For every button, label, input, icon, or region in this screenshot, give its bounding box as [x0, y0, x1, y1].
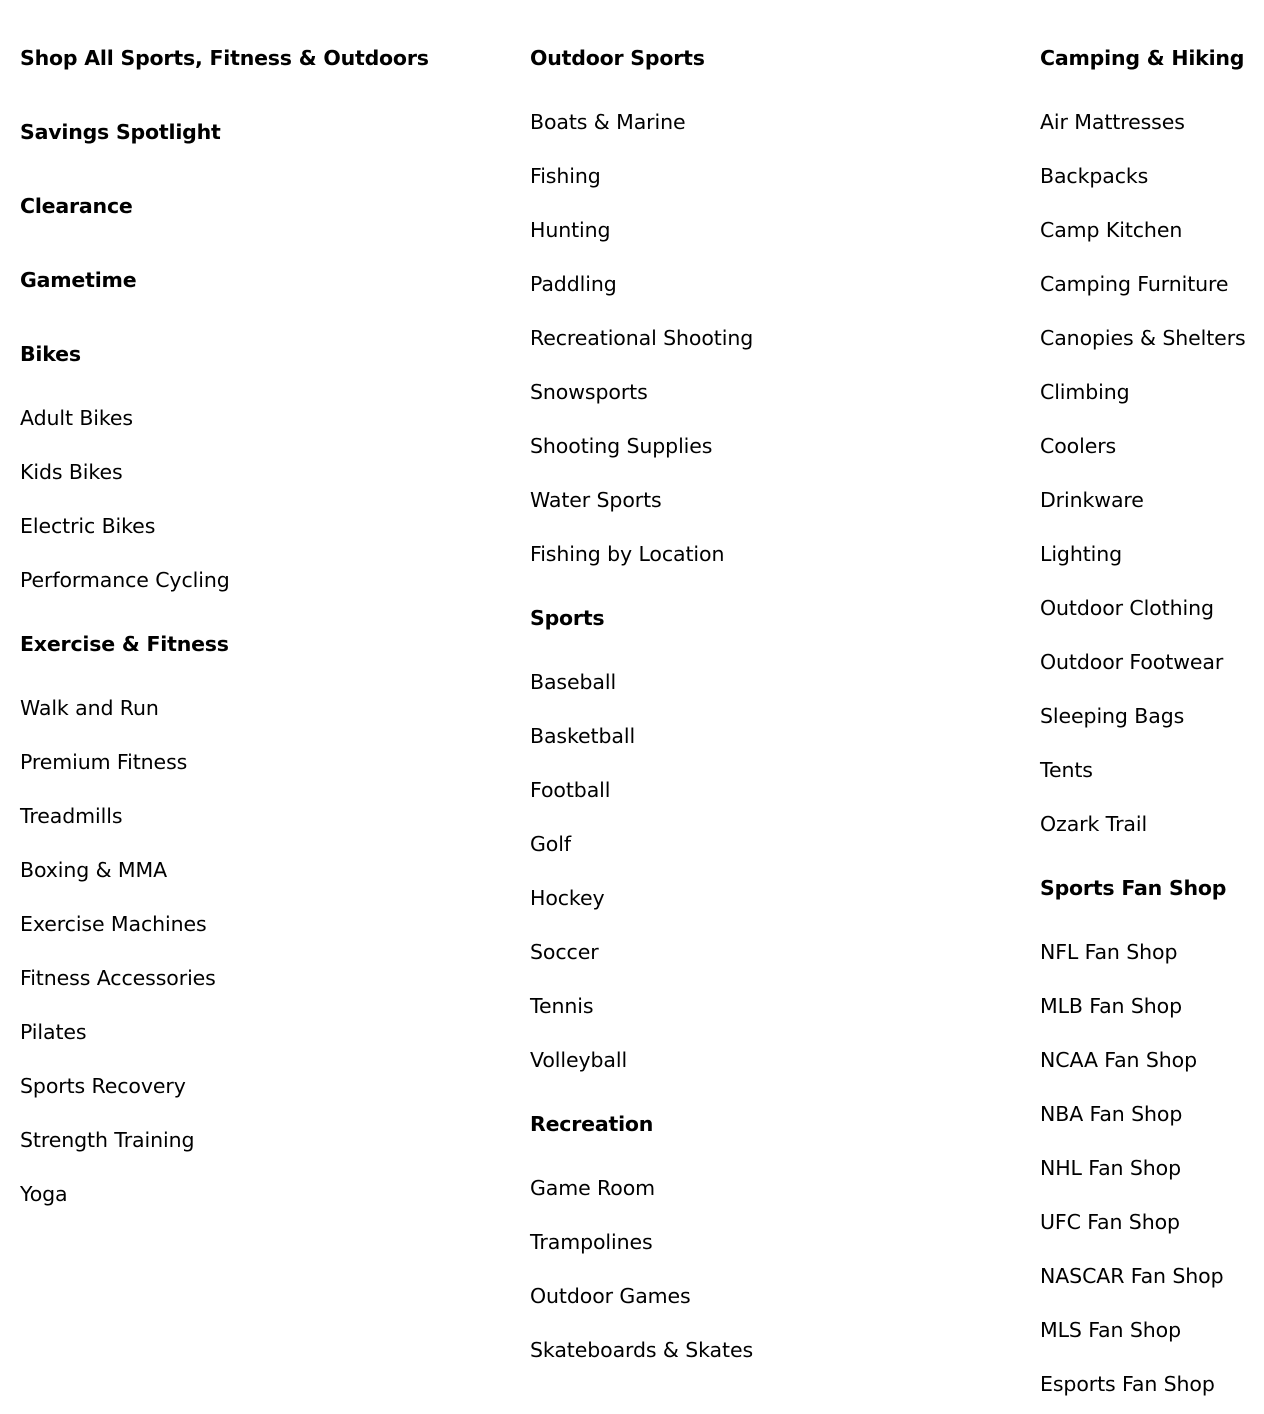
menu-heading-savings-spotlight[interactable]: Savings Spotlight — [20, 120, 221, 144]
menu-link-ozark-trail[interactable]: Ozark Trail — [1040, 812, 1148, 836]
menu-link-pilates[interactable]: Pilates — [20, 1020, 87, 1044]
menu-link-basketball[interactable]: Basketball — [530, 724, 636, 748]
menu-link-golf[interactable]: Golf — [530, 832, 571, 856]
menu-link-nba-fan-shop[interactable]: NBA Fan Shop — [1040, 1102, 1183, 1126]
menu-link-adult-bikes[interactable]: Adult Bikes — [20, 406, 134, 430]
menu-link-coolers[interactable]: Coolers — [1040, 434, 1117, 458]
menu-heading-sports[interactable]: Sports — [530, 606, 605, 630]
menu-heading-bikes[interactable]: Bikes — [20, 342, 81, 366]
menu-link-yoga[interactable]: Yoga — [20, 1182, 68, 1206]
menu-link-camping-furniture[interactable]: Camping Furniture — [1040, 272, 1229, 296]
menu-heading-recreation[interactable]: Recreation — [530, 1112, 654, 1136]
menu-heading-camping-and-hiking[interactable]: Camping & Hiking — [1040, 46, 1245, 70]
menu-link-drinkware[interactable]: Drinkware — [1040, 488, 1144, 512]
menu-link-fishing-by-location[interactable]: Fishing by Location — [530, 542, 725, 566]
menu-link-sleeping-bags[interactable]: Sleeping Bags — [1040, 704, 1185, 728]
menu-link-ufc-fan-shop[interactable]: UFC Fan Shop — [1040, 1210, 1180, 1234]
menu-link-esports-fan-shop[interactable]: Esports Fan Shop — [1040, 1372, 1215, 1396]
menu-link-ncaa-fan-shop[interactable]: NCAA Fan Shop — [1040, 1048, 1198, 1072]
menu-link-game-room[interactable]: Game Room — [530, 1176, 656, 1200]
menu-link-electric-bikes[interactable]: Electric Bikes — [20, 514, 156, 538]
menu-link-fishing[interactable]: Fishing — [530, 164, 601, 188]
menu-link-paddling[interactable]: Paddling — [530, 272, 617, 296]
menu-link-strength-training[interactable]: Strength Training — [20, 1128, 195, 1152]
menu-link-boxing-and-mma[interactable]: Boxing & MMA — [20, 858, 168, 882]
menu-link-outdoor-footwear[interactable]: Outdoor Footwear — [1040, 650, 1224, 674]
menu-link-tennis[interactable]: Tennis — [530, 994, 594, 1018]
menu-heading-clearance[interactable]: Clearance — [20, 194, 133, 218]
menu-link-recreational-shooting[interactable]: Recreational Shooting — [530, 326, 754, 350]
menu-link-snowsports[interactable]: Snowsports — [530, 380, 648, 404]
menu-link-nascar-fan-shop[interactable]: NASCAR Fan Shop — [1040, 1264, 1224, 1288]
menu-heading-shop-all-sports-fitness-and-outdoors[interactable]: Shop All Sports, Fitness & Outdoors — [20, 46, 429, 70]
menu-link-performance-cycling[interactable]: Performance Cycling — [20, 568, 230, 592]
menu-link-shooting-supplies[interactable]: Shooting Supplies — [530, 434, 713, 458]
menu-link-nhl-fan-shop[interactable]: NHL Fan Shop — [1040, 1156, 1182, 1180]
menu-link-hockey[interactable]: Hockey — [530, 886, 605, 910]
menu-link-backpacks[interactable]: Backpacks — [1040, 164, 1149, 188]
menu-heading-gametime[interactable]: Gametime — [20, 268, 137, 292]
menu-link-nfl-fan-shop[interactable]: NFL Fan Shop — [1040, 940, 1178, 964]
menu-link-lighting[interactable]: Lighting — [1040, 542, 1123, 566]
menu-heading-exercise-and-fitness[interactable]: Exercise & Fitness — [20, 632, 229, 656]
menu-heading-sports-fan-shop[interactable]: Sports Fan Shop — [1040, 876, 1227, 900]
menu-link-mlb-fan-shop[interactable]: MLB Fan Shop — [1040, 994, 1183, 1018]
menu-link-camp-kitchen[interactable]: Camp Kitchen — [1040, 218, 1183, 242]
menu-link-premium-fitness[interactable]: Premium Fitness — [20, 750, 188, 774]
menu-link-soccer[interactable]: Soccer — [530, 940, 599, 964]
menu-link-outdoor-games[interactable]: Outdoor Games — [530, 1284, 691, 1308]
menu-link-football[interactable]: Football — [530, 778, 611, 802]
menu-link-skateboards-and-skates[interactable]: Skateboards & Skates — [530, 1338, 754, 1362]
menu-link-water-sports[interactable]: Water Sports — [530, 488, 662, 512]
menu-link-treadmills[interactable]: Treadmills — [20, 804, 123, 828]
menu-link-tents[interactable]: Tents — [1040, 758, 1093, 782]
menu-link-walk-and-run[interactable]: Walk and Run — [20, 696, 159, 720]
menu-link-trampolines[interactable]: Trampolines — [530, 1230, 653, 1254]
menu-link-hunting[interactable]: Hunting — [530, 218, 611, 242]
menu-link-exercise-machines[interactable]: Exercise Machines — [20, 912, 207, 936]
menu-link-outdoor-clothing[interactable]: Outdoor Clothing — [1040, 596, 1214, 620]
menu-link-air-mattresses[interactable]: Air Mattresses — [1040, 110, 1185, 134]
menu-link-kids-bikes[interactable]: Kids Bikes — [20, 460, 123, 484]
menu-link-volleyball[interactable]: Volleyball — [530, 1048, 628, 1072]
menu-link-baseball[interactable]: Baseball — [530, 670, 617, 694]
menu-link-mls-fan-shop[interactable]: MLS Fan Shop — [1040, 1318, 1181, 1342]
menu-link-fitness-accessories[interactable]: Fitness Accessories — [20, 966, 216, 990]
menu-heading-outdoor-sports[interactable]: Outdoor Sports — [530, 46, 705, 70]
menu-link-boats-and-marine[interactable]: Boats & Marine — [530, 110, 686, 134]
menu-link-sports-recovery[interactable]: Sports Recovery — [20, 1074, 186, 1098]
menu-link-canopies-and-shelters[interactable]: Canopies & Shelters — [1040, 326, 1246, 350]
menu-link-climbing[interactable]: Climbing — [1040, 380, 1130, 404]
